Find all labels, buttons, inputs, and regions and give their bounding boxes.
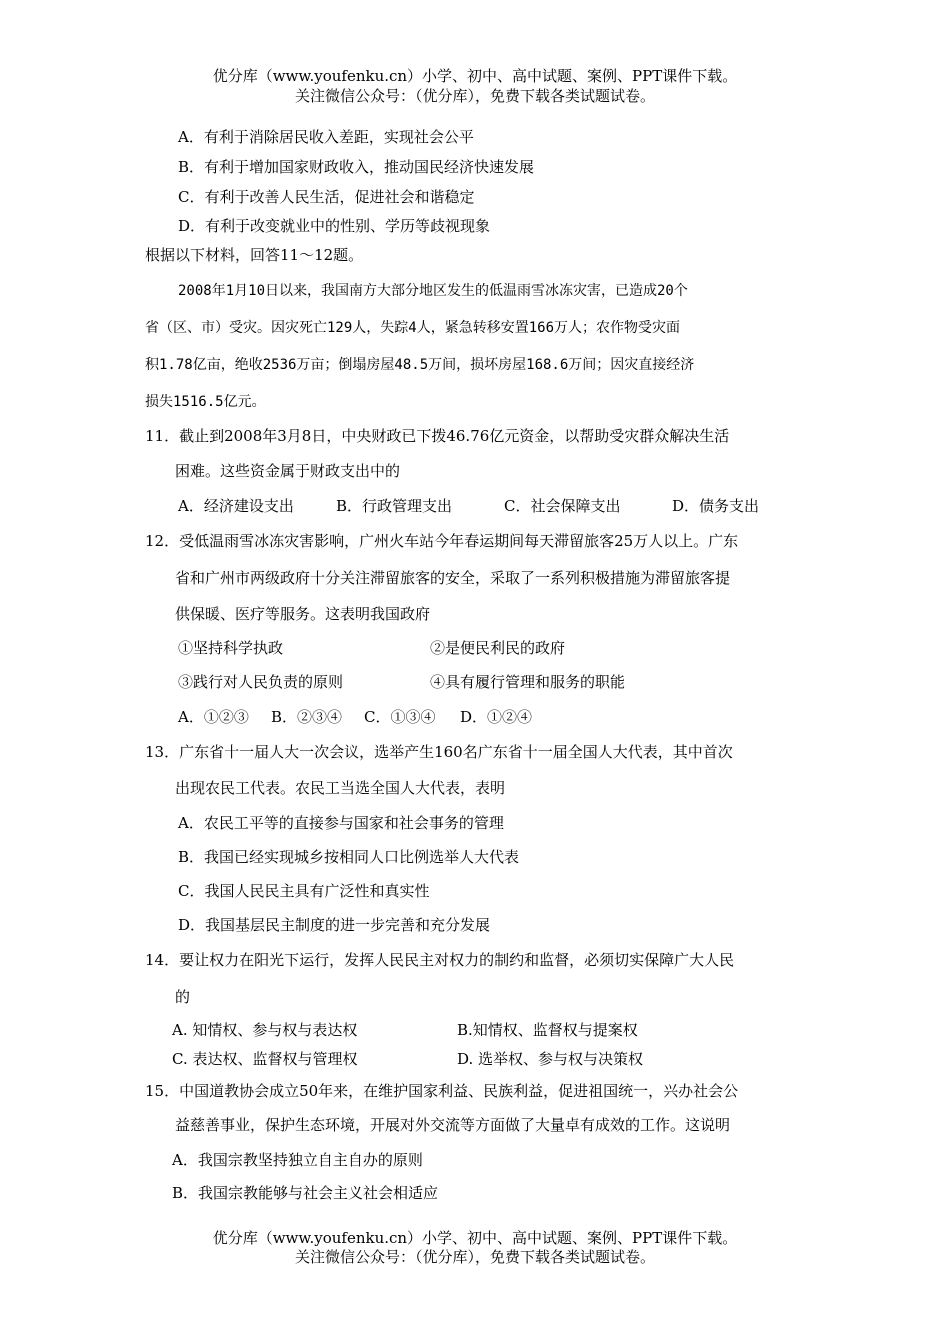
material-intro: 根据以下材料，回答11～12题。 (145, 246, 364, 264)
option-d: D．债务支出 (672, 497, 760, 515)
option-a: A. 知情权、参与权与表达权 (172, 1021, 358, 1039)
option-d: D．我国基层民主制度的进一步完善和充分发展 (178, 916, 491, 934)
question-stem: 13．广东省十一届人大一次会议，选举产生160名广东省十一届全国人大代表，其中首次 (145, 743, 733, 761)
option-c: C．①③④ (364, 708, 436, 726)
header-line-2: 关注微信公众号：（优分库），免费下载各类试题试卷。 (294, 87, 655, 105)
question-stem: 益慈善事业，保护生态环境，开展对外交流等方面做了大量卓有成效的工作。这说明 (175, 1116, 731, 1134)
option-b: B．我国宗教能够与社会主义社会相适应 (172, 1184, 439, 1202)
option-b: B．我国已经实现城乡按相同人口比例选举人大代表 (178, 848, 520, 866)
option-b: B．行政管理支出 (336, 497, 453, 515)
option-d: D. 选举权、参与权与决策权 (457, 1050, 644, 1068)
option-d: D．①②④ (460, 708, 533, 726)
question-stem: 15．中国道教协会成立50年来，在维护国家利益、民族利益，促进祖国统一，兴办社会公 (145, 1082, 739, 1100)
option-a: A．农民工平等的直接参与国家和社会事务的管理 (178, 814, 504, 832)
statement-3: ③践行对人民负责的原则 (178, 673, 344, 691)
option-d: D．有利于改变就业中的性别、学历等歧视现象 (178, 217, 491, 235)
header-line-1: 优分库（www.youfenku.cn）小学、初中、高中试题、案例、PPT课件下载。 (212, 67, 738, 85)
question-stem: 的 (175, 988, 191, 1006)
material-line: 积1.78亿亩，绝收2536万亩；倒塌房屋48.5万间，损坏房屋168.6万间；因灾直接经济 (145, 357, 695, 373)
footer-line-2: 关注微信公众号：（优分库），免费下载各类试题试卷。 (294, 1248, 655, 1266)
question-stem: 困难。这些资金属于财政支出中的 (175, 462, 401, 480)
statement-2: ②是便民利民的政府 (430, 639, 566, 657)
material-line: 2008年1月10日以来，我国南方大部分地区发生的低温雨雪冰冻灾害，已造成20个 (178, 283, 688, 299)
question-stem: 14．要让权力在阳光下运行，发挥人民民主对权力的制约和监督，必须切实保障广大人民 (145, 951, 735, 969)
question-stem: 省和广州市两级政府十分关注滞留旅客的安全，采取了一系列积极措施为滞留旅客提 (175, 569, 731, 587)
material-line: 省（区、市）受灾。因灾死亡129人，失踪4人，紧急转移安置166万人；农作物受灾面 (145, 320, 680, 336)
option-b: B．有利于增加国家财政收入，推动国民经济快速发展 (178, 158, 535, 176)
option-a: A．①②③ (178, 708, 249, 726)
material-line: 损失1516.5亿元。 (145, 394, 266, 410)
option-c: C．社会保障支出 (504, 497, 621, 515)
option-a: A．经济建设支出 (178, 497, 294, 515)
option-a: A．我国宗教坚持独立自主自办的原则 (172, 1151, 423, 1169)
option-a: A．有利于消除居民收入差距，实现社会公平 (178, 128, 474, 146)
option-b: B.知情权、监督权与提案权 (457, 1021, 638, 1039)
option-b: B．②③④ (271, 708, 343, 726)
statement-4: ④具有履行管理和服务的职能 (430, 673, 626, 691)
option-c: C. 表达权、监督权与管理权 (172, 1050, 358, 1068)
question-stem: 11．截止到2008年3月8日，中央财政已下拨46.76亿元资金，以帮助受灾群众解决生活 (145, 427, 730, 445)
footer-line-1: 优分库（www.youfenku.cn）小学、初中、高中试题、案例、PPT课件下载。 (212, 1229, 738, 1247)
option-c: C．我国人民民主具有广泛性和真实性 (178, 882, 430, 900)
statement-1: ①坚持科学执政 (178, 639, 284, 657)
question-stem: 12．受低温雨雪冰冻灾害影响，广州火车站今年春运期间每天滞留旅客25万人以上。广东 (145, 532, 739, 550)
question-stem: 出现农民工代表。农民工当选全国人大代表，表明 (175, 779, 506, 797)
question-stem: 供保暖、医疗等服务。这表明我国政府 (175, 605, 431, 623)
option-c: C．有利于改善人民生活，促进社会和谐稳定 (178, 188, 475, 206)
